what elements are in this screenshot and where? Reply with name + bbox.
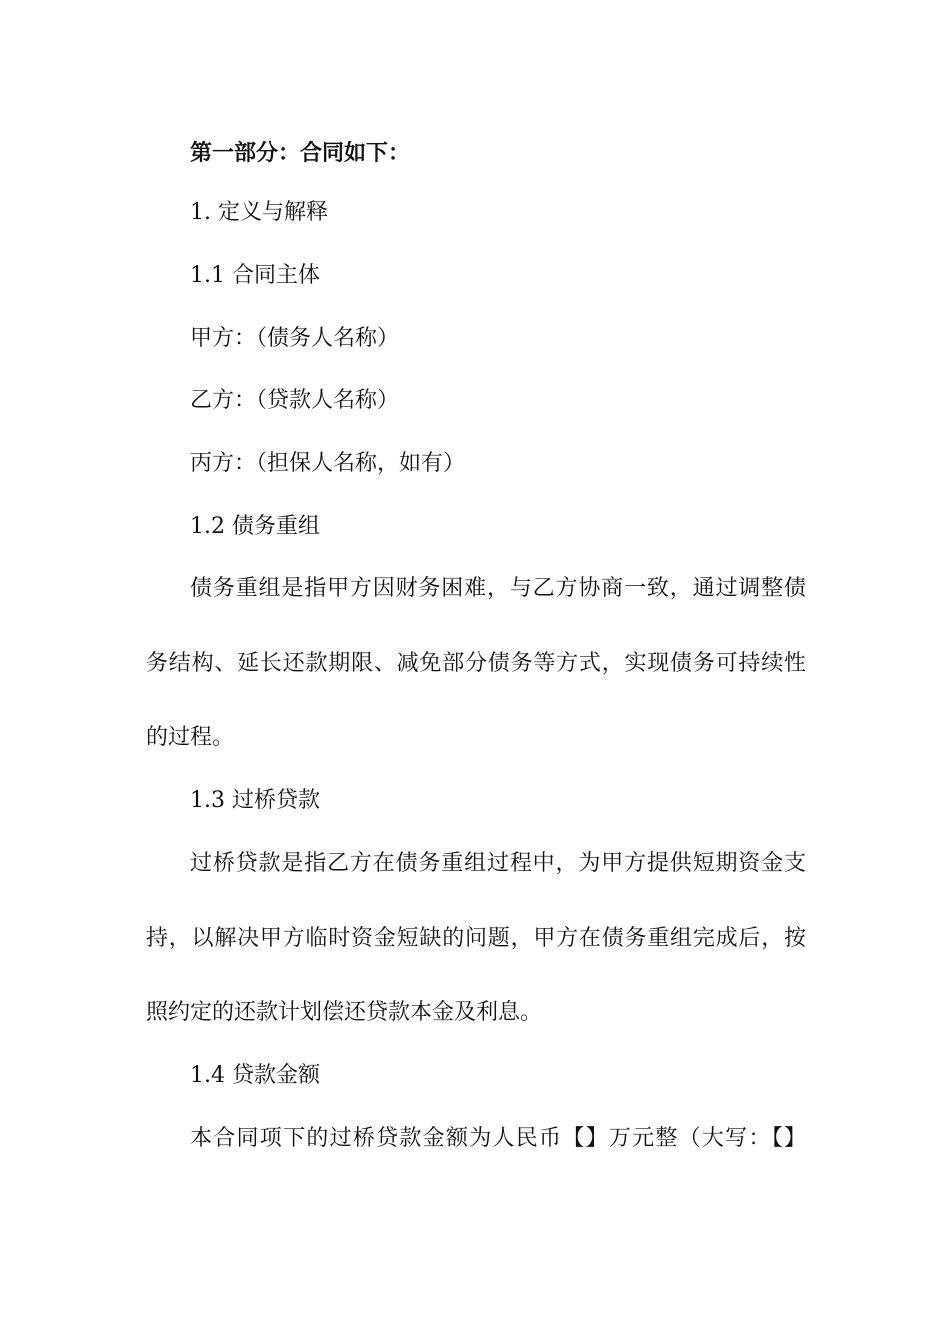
- section-1-4-title: 1.4 贷款金额: [190, 1063, 320, 1088]
- party-c-line: 丙方：（担保人名称，如有）: [190, 451, 466, 476]
- para-1-4-line-1: 本合同项下的过桥贷款金额为人民币【】万元整（大写：【】: [190, 1126, 806, 1151]
- para-1-2-line-2: 务结构、延长还款期限、减免部分债务等方式，实现债务可持续性: [146, 651, 806, 676]
- para-1-2-line-3: 的过程。: [146, 725, 235, 750]
- section-1-title: 1. 定义与解释: [190, 200, 328, 225]
- part-heading: 第一部分：合同如下：: [190, 140, 411, 166]
- party-b-line: 乙方：（贷款人名称）: [190, 388, 400, 413]
- party-a-line: 甲方：（债务人名称）: [190, 326, 400, 351]
- section-1-1-title: 1.1 合同主体: [190, 263, 320, 288]
- section-1-3-title: 1.3 过桥贷款: [190, 788, 320, 813]
- para-1-3-line-1: 过桥贷款是指乙方在债务重组过程中，为甲方提供短期资金支: [190, 851, 806, 876]
- para-1-3-line-2: 持，以解决甲方临时资金短缺的问题，甲方在债务重组完成后，按: [146, 926, 806, 951]
- para-1-3-line-3: 照约定的还款计划偿还贷款本金及利息。: [146, 1000, 543, 1025]
- para-1-2-line-1: 债务重组是指甲方因财务困难，与乙方协商一致，通过调整债: [190, 576, 806, 601]
- section-1-2-title: 1.2 债务重组: [190, 514, 320, 539]
